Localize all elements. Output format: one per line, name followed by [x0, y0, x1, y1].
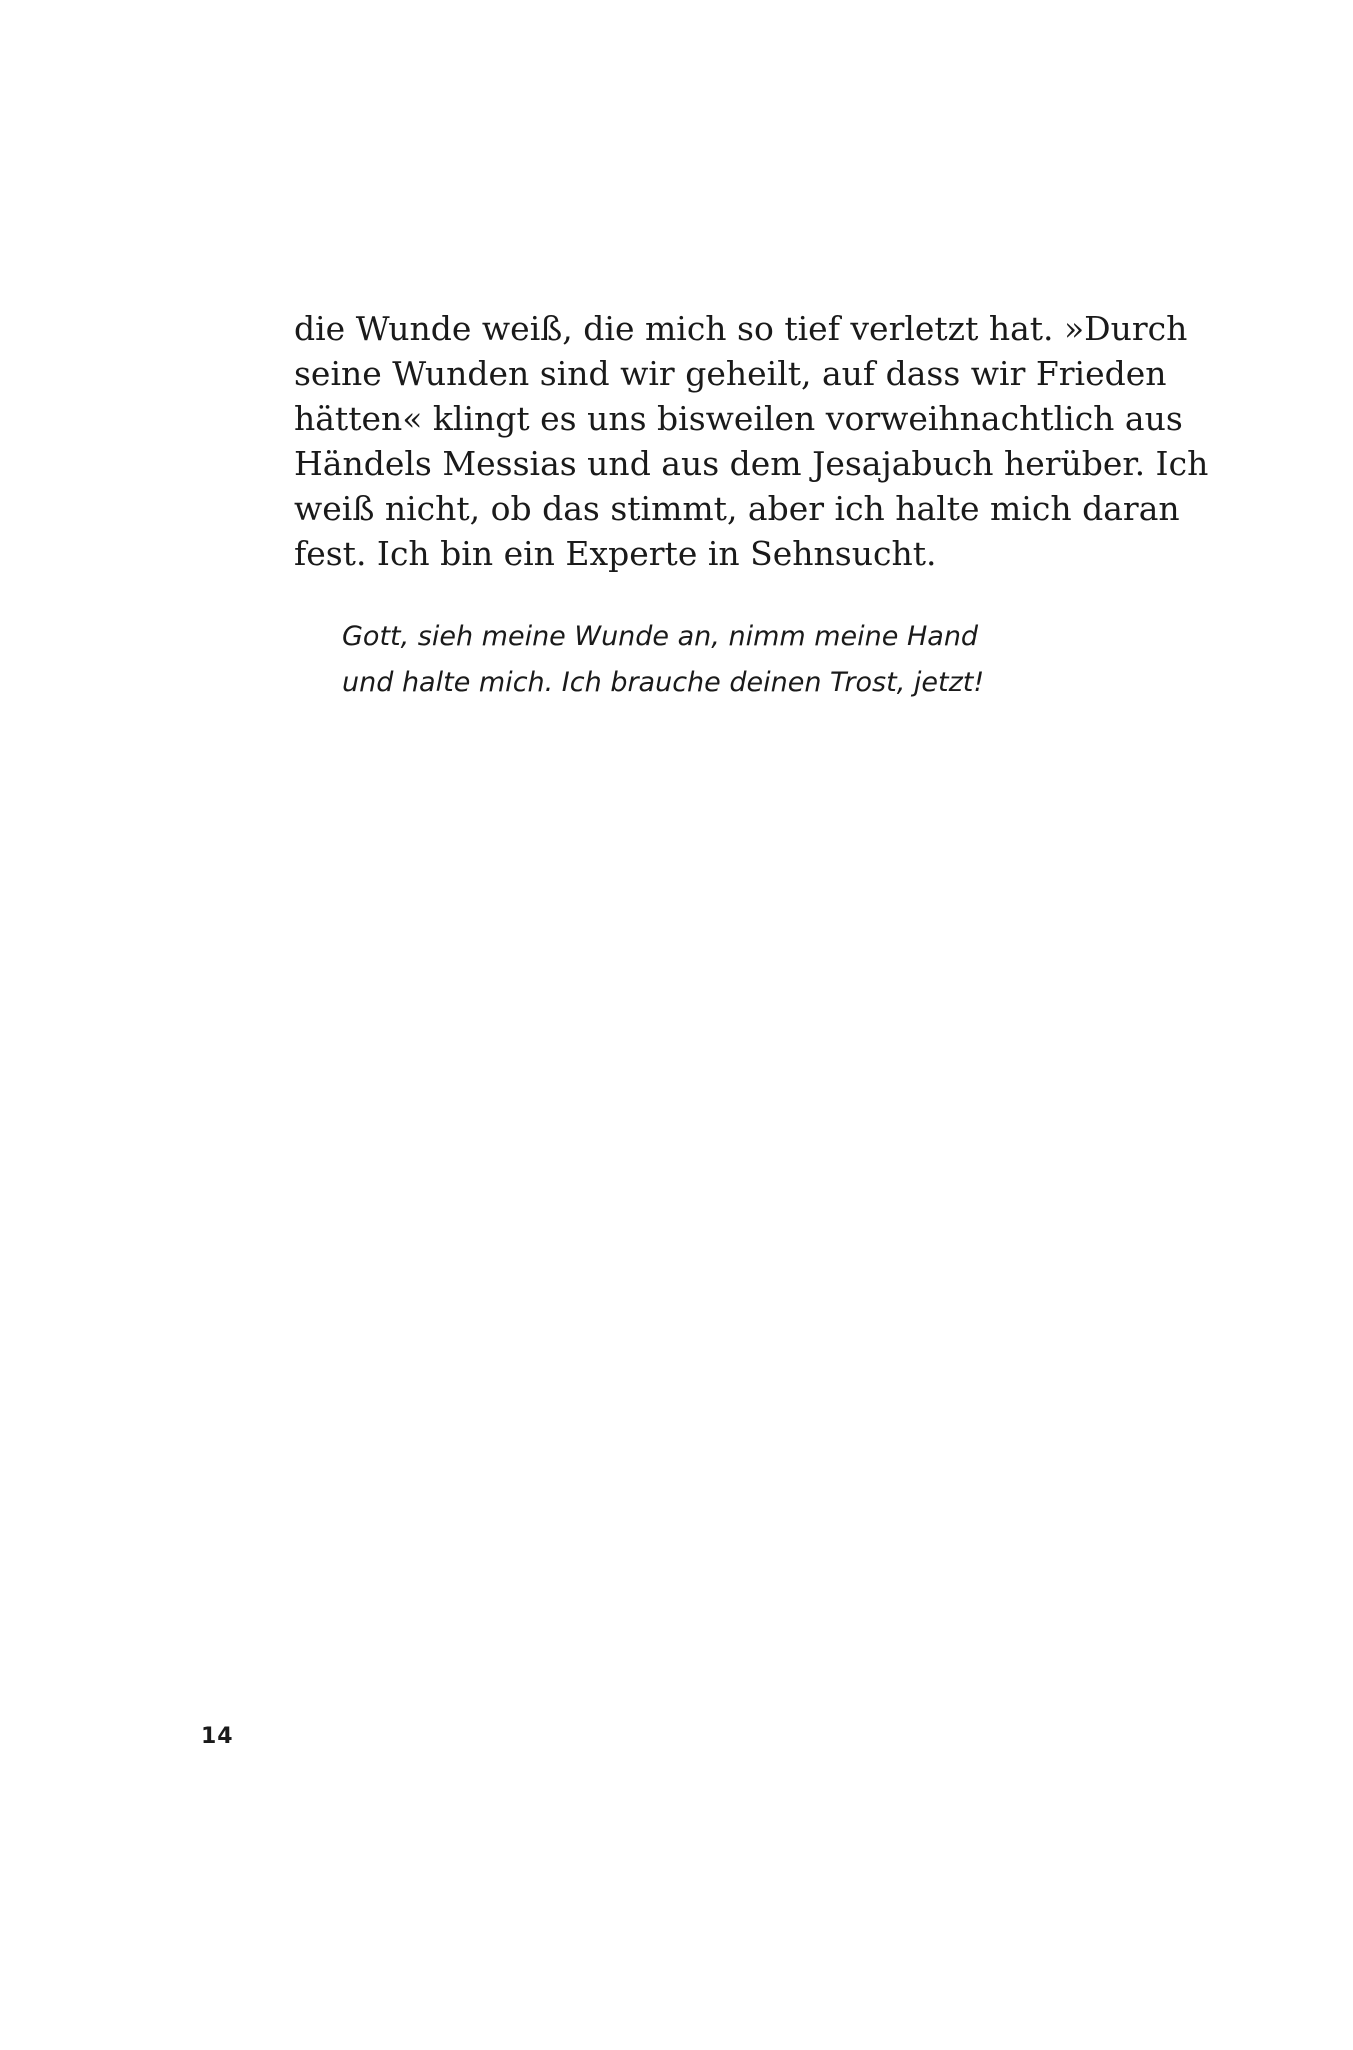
body-line: seine Wunden sind wir geheilt, auf dass wir Frieden [294, 354, 1167, 393]
body-line: fest. Ich bin ein Experte in Sehnsucht. [294, 534, 937, 573]
body-line: Händels Messias und aus dem Jesajabuch herüber. Ich [294, 444, 1209, 483]
page-number: 14 [201, 1724, 234, 1749]
body-line: hätten« klingt es uns bisweilen vorweihnachtlich aus [294, 399, 1183, 438]
prayer-line: Gott, sieh meine Wunde an, nimm meine Hand [342, 621, 979, 652]
prayer-text [342, 614, 1102, 706]
body-line: die Wunde weiß, die mich so tief verletzt hat. »Durch [294, 309, 1188, 348]
prayer-line: und halte mich. Ich brauche deinen Trost, jetzt! [342, 667, 985, 698]
body-line: weiß nicht, ob das stimmt, aber ich halte mich daran [294, 489, 1180, 528]
body-paragraph [294, 306, 1209, 576]
